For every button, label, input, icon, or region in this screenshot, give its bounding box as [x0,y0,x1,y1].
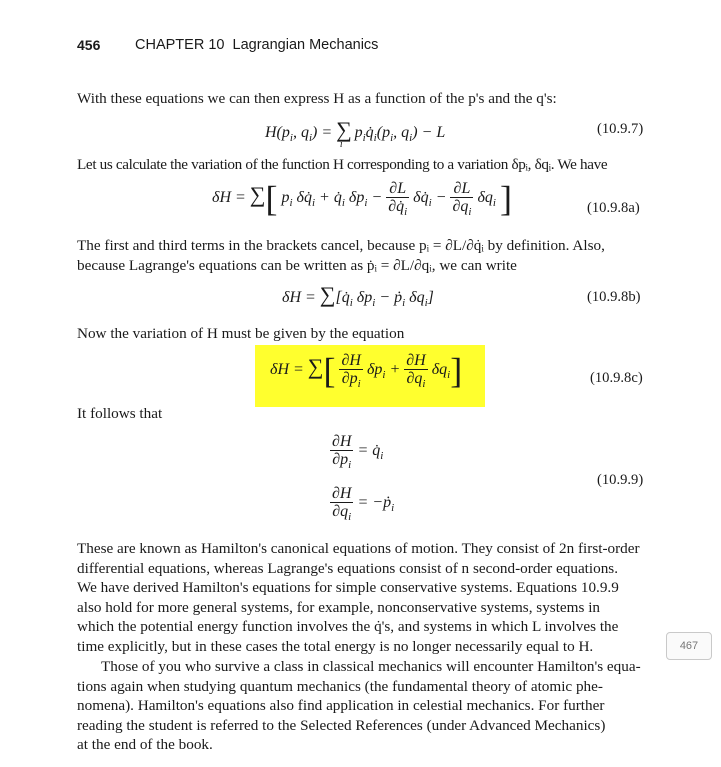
text-line: which the potential energy function involves the q̇'s, and systems in which L involves the [77,618,619,636]
equation-10-9-9-second: $\frac{\partial H}{\partial q_i}$ = −ṗ$_i$ [332,485,395,523]
text-line: nomena). Hamilton's equations also find application in celestial mechanics. For further [77,697,605,715]
paragraph-canonical [77,539,647,657]
text-line: time explicitly, but in these cases the total energy is no longer necessarily equal to H. [77,637,594,655]
paragraph-it-follows: It follows that [77,405,163,422]
equation-10-9-8a: δH = ∑[ $p_i$ $\delta q̇_i$ + $q̇_i$ $\delta p_i$ − $\frac{\partial L}{\partial q̇_i}$ $\delta q̇_i$ − $\frac{\partial L}{\partial q_i}$ $\delta q_i$ ] [212,178,512,219]
text-line: These are known as Hamilton's canonical equations of motion. They consist of 2n first-order [77,540,640,557]
text-line: Those of you who survive a class in classical mechanics will encounter Hamilton's equa- [101,658,641,675]
text-line: also hold for more general systems, for example, nonconservative systems, systems in [77,598,601,616]
equation-number: (10.9.8a) [587,200,640,216]
running-header [135,37,378,53]
text-line: tions again when studying quantum mechanics (the fundamental theory of atomic phe- [77,677,603,695]
paragraph-cancel-line2: because Lagrange's equations can be written as ṗᵢ = ∂L/∂qᵢ, we can write [77,257,517,274]
equation-number: (10.9.8c) [590,370,643,386]
page-number: 456 [77,37,101,53]
paragraph-variation: Let us calculate the variation of the function H corresponding to a variation δpᵢ, δqᵢ. We have [77,156,608,173]
equation-number: (10.9.8b) [587,289,641,305]
equation-10-9-9-first: $\frac{\partial H}{\partial p_i}$ = $q̇_i$ [332,433,384,471]
text-line: differential equations, whereas Lagrange's equations consist of n second-order equations. [77,559,619,577]
chapter-title: Lagrangian Mechanics [232,37,379,53]
paragraph-intro: With these equations we can then express H as a function of the p's and the q's: [77,90,557,107]
equation-number: (10.9.7) [597,121,644,137]
chapter-label: CHAPTER 10 [135,37,225,53]
text-line: at the end of the book. [77,736,213,754]
text-line: reading the student is referred to the Selected References (under Advanced Mechanics) [77,716,606,734]
page-jump-badge[interactable]: 467 [666,632,712,660]
paragraph-cancel-line1: The first and third terms in the brackets cancel, because pᵢ = ∂L/∂q̇ᵢ by definition. Also, [77,237,605,254]
text-line: We have derived Hamilton's equations for simple conservative systems. Equations 10.9.9 [77,579,619,597]
equation-number: (10.9.9) [597,472,644,488]
equation-10-9-8c: δH = ∑[ $\frac{\partial H}{\partial p_i}$ $\delta p_i$ + $\frac{\partial H}{\partial q_i}$ $\delta q_i$] [270,350,463,391]
paragraph-hamilton-variation: Now the variation of H must be given by the equation [77,325,405,342]
equation-10-9-8b: $\delta H = \sum[q̇_i$ $\delta p_i$ − ṗ$_i$ $\delta q_i$] [282,282,434,309]
equation-10-9-7: $H(p_i$, $q_i$) = $\sum_ip_iq̇_i(p_i$, $q_i) - L$ [265,117,446,150]
paragraph-quantum [77,657,647,755]
